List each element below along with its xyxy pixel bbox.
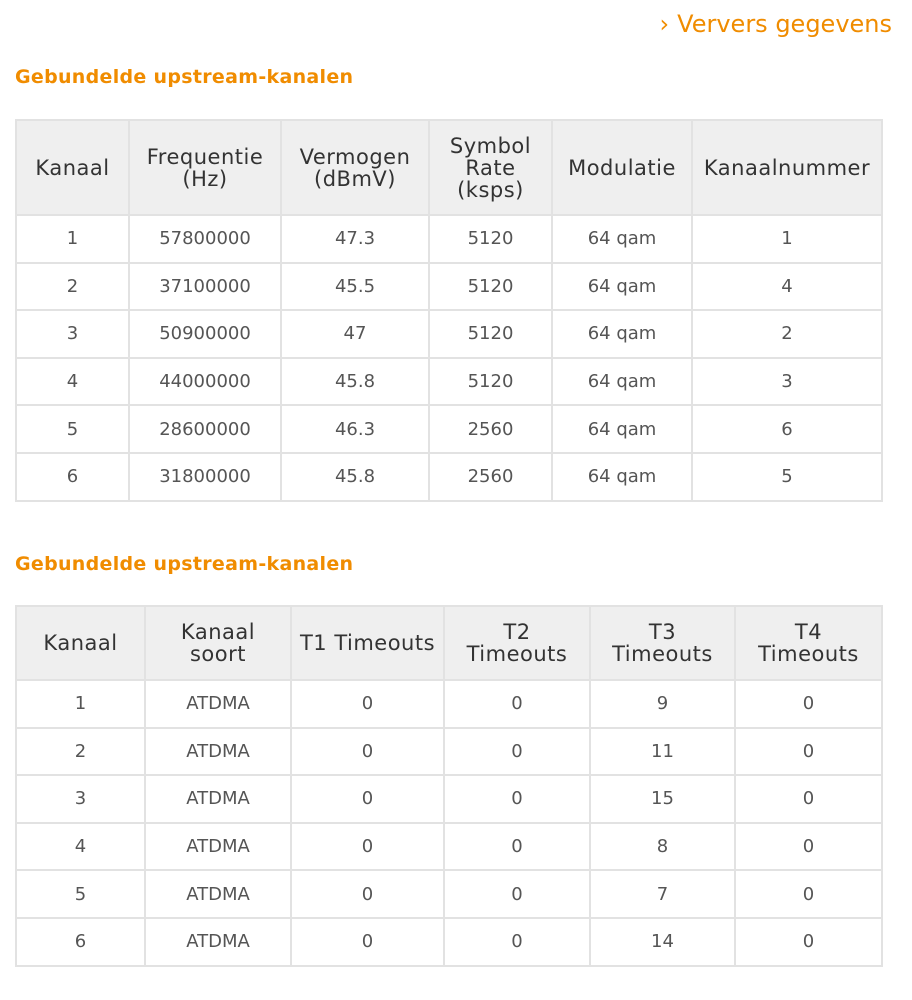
cell-symbol-rate: 2560 [429, 453, 552, 501]
cell-t1-timeouts: 0 [291, 918, 444, 966]
cell-kanaal-soort: ATDMA [145, 775, 291, 823]
cell-symbol-rate: 5120 [429, 358, 552, 406]
table-row [16, 823, 882, 871]
cell-kanaalnummer: 5 [692, 453, 882, 501]
cell-kanaal-soort: ATDMA [145, 918, 291, 966]
cell-kanaal-soort: ATDMA [145, 680, 291, 728]
cell-t2-timeouts: 0 [444, 680, 590, 728]
table-row [16, 680, 882, 728]
cell-frequentie: 57800000 [129, 215, 281, 263]
cell-kanaal: 5 [16, 405, 129, 453]
cell-modulatie: 64 qam [552, 310, 692, 358]
table-header-row [16, 606, 882, 680]
section-title-timeouts: Gebundelde upstream-kanalen [15, 553, 354, 575]
table-row [16, 775, 882, 823]
table-row [16, 453, 882, 501]
refresh-data-link[interactable] [660, 10, 892, 38]
cell-kanaal-soort: ATDMA [145, 870, 291, 918]
cell-t3-timeouts: 15 [590, 775, 735, 823]
table-row [16, 728, 882, 776]
table-header-row [16, 120, 882, 215]
cell-symbol-rate: 5120 [429, 215, 552, 263]
cell-kanaalnummer: 2 [692, 310, 882, 358]
cell-kanaalnummer: 1 [692, 215, 882, 263]
cell-frequentie: 31800000 [129, 453, 281, 501]
cell-kanaal-soort: ATDMA [145, 823, 291, 871]
cell-kanaal: 4 [16, 358, 129, 406]
cell-vermogen: 45.5 [281, 263, 429, 311]
cell-t2-timeouts: 0 [444, 870, 590, 918]
cell-kanaal: 3 [16, 775, 145, 823]
header-t2-timeouts: T2 Timeouts [444, 606, 590, 680]
cell-kanaal: 1 [16, 215, 129, 263]
cell-symbol-rate: 2560 [429, 405, 552, 453]
table-row [16, 358, 882, 406]
cell-t4-timeouts: 0 [735, 918, 882, 966]
cell-kanaal: 6 [16, 918, 145, 966]
cell-vermogen: 47 [281, 310, 429, 358]
cell-t1-timeouts: 0 [291, 775, 444, 823]
cell-kanaal: 1 [16, 680, 145, 728]
header-t3-timeouts: T3 Timeouts [590, 606, 735, 680]
cell-frequentie: 28600000 [129, 405, 281, 453]
cell-t1-timeouts: 0 [291, 728, 444, 776]
cell-t3-timeouts: 14 [590, 918, 735, 966]
cell-t2-timeouts: 0 [444, 728, 590, 776]
cell-symbol-rate: 5120 [429, 310, 552, 358]
cell-t1-timeouts: 0 [291, 680, 444, 728]
header-vermogen: Vermogen (dBmV) [281, 120, 429, 215]
cell-kanaalnummer: 6 [692, 405, 882, 453]
cell-kanaalnummer: 4 [692, 263, 882, 311]
cell-frequentie: 50900000 [129, 310, 281, 358]
cell-t1-timeouts: 0 [291, 870, 444, 918]
cell-kanaal: 2 [16, 728, 145, 776]
section-title-channels: Gebundelde upstream-kanalen [15, 66, 354, 88]
channels-table [15, 119, 883, 502]
cell-symbol-rate: 5120 [429, 263, 552, 311]
table-row [16, 310, 882, 358]
header-kanaal: Kanaal [16, 120, 129, 215]
cell-t3-timeouts: 9 [590, 680, 735, 728]
header-symbol-rate: Symbol Rate (ksps) [429, 120, 552, 215]
refresh-data-label: Ververs gegevens [677, 10, 892, 38]
header-modulatie: Modulatie [552, 120, 692, 215]
cell-kanaalnummer: 3 [692, 358, 882, 406]
cell-t4-timeouts: 0 [735, 870, 882, 918]
table-row [16, 870, 882, 918]
cell-t4-timeouts: 0 [735, 823, 882, 871]
cell-kanaal: 6 [16, 453, 129, 501]
cell-t4-timeouts: 0 [735, 728, 882, 776]
table-row [16, 215, 882, 263]
cell-kanaal: 3 [16, 310, 129, 358]
timeouts-table [15, 605, 883, 967]
cell-vermogen: 47.3 [281, 215, 429, 263]
cell-t1-timeouts: 0 [291, 823, 444, 871]
cell-modulatie: 64 qam [552, 358, 692, 406]
cell-modulatie: 64 qam [552, 453, 692, 501]
cell-kanaal: 2 [16, 263, 129, 311]
chevron-right-icon: › [659, 10, 670, 38]
cell-t3-timeouts: 8 [590, 823, 735, 871]
cell-t2-timeouts: 0 [444, 775, 590, 823]
cell-t2-timeouts: 0 [444, 823, 590, 871]
header-frequentie: Frequentie (Hz) [129, 120, 281, 215]
table-row [16, 405, 882, 453]
cell-frequentie: 44000000 [129, 358, 281, 406]
header-t1-timeouts: T1 Timeouts [291, 606, 444, 680]
header-kanaal-soort: Kanaal soort [145, 606, 291, 680]
cell-vermogen: 46.3 [281, 405, 429, 453]
table-row [16, 263, 882, 311]
header-kanaal: Kanaal [16, 606, 145, 680]
cell-kanaal: 5 [16, 870, 145, 918]
header-kanaalnummer: Kanaalnummer [692, 120, 882, 215]
cell-t4-timeouts: 0 [735, 680, 882, 728]
cell-t2-timeouts: 0 [444, 918, 590, 966]
cell-t3-timeouts: 7 [590, 870, 735, 918]
cell-t3-timeouts: 11 [590, 728, 735, 776]
cell-kanaal-soort: ATDMA [145, 728, 291, 776]
header-t4-timeouts: T4 Timeouts [735, 606, 882, 680]
cell-t4-timeouts: 0 [735, 775, 882, 823]
cell-vermogen: 45.8 [281, 358, 429, 406]
cell-frequentie: 37100000 [129, 263, 281, 311]
cell-kanaal: 4 [16, 823, 145, 871]
cell-modulatie: 64 qam [552, 215, 692, 263]
cell-vermogen: 45.8 [281, 453, 429, 501]
cell-modulatie: 64 qam [552, 263, 692, 311]
table-row [16, 918, 882, 966]
cell-modulatie: 64 qam [552, 405, 692, 453]
